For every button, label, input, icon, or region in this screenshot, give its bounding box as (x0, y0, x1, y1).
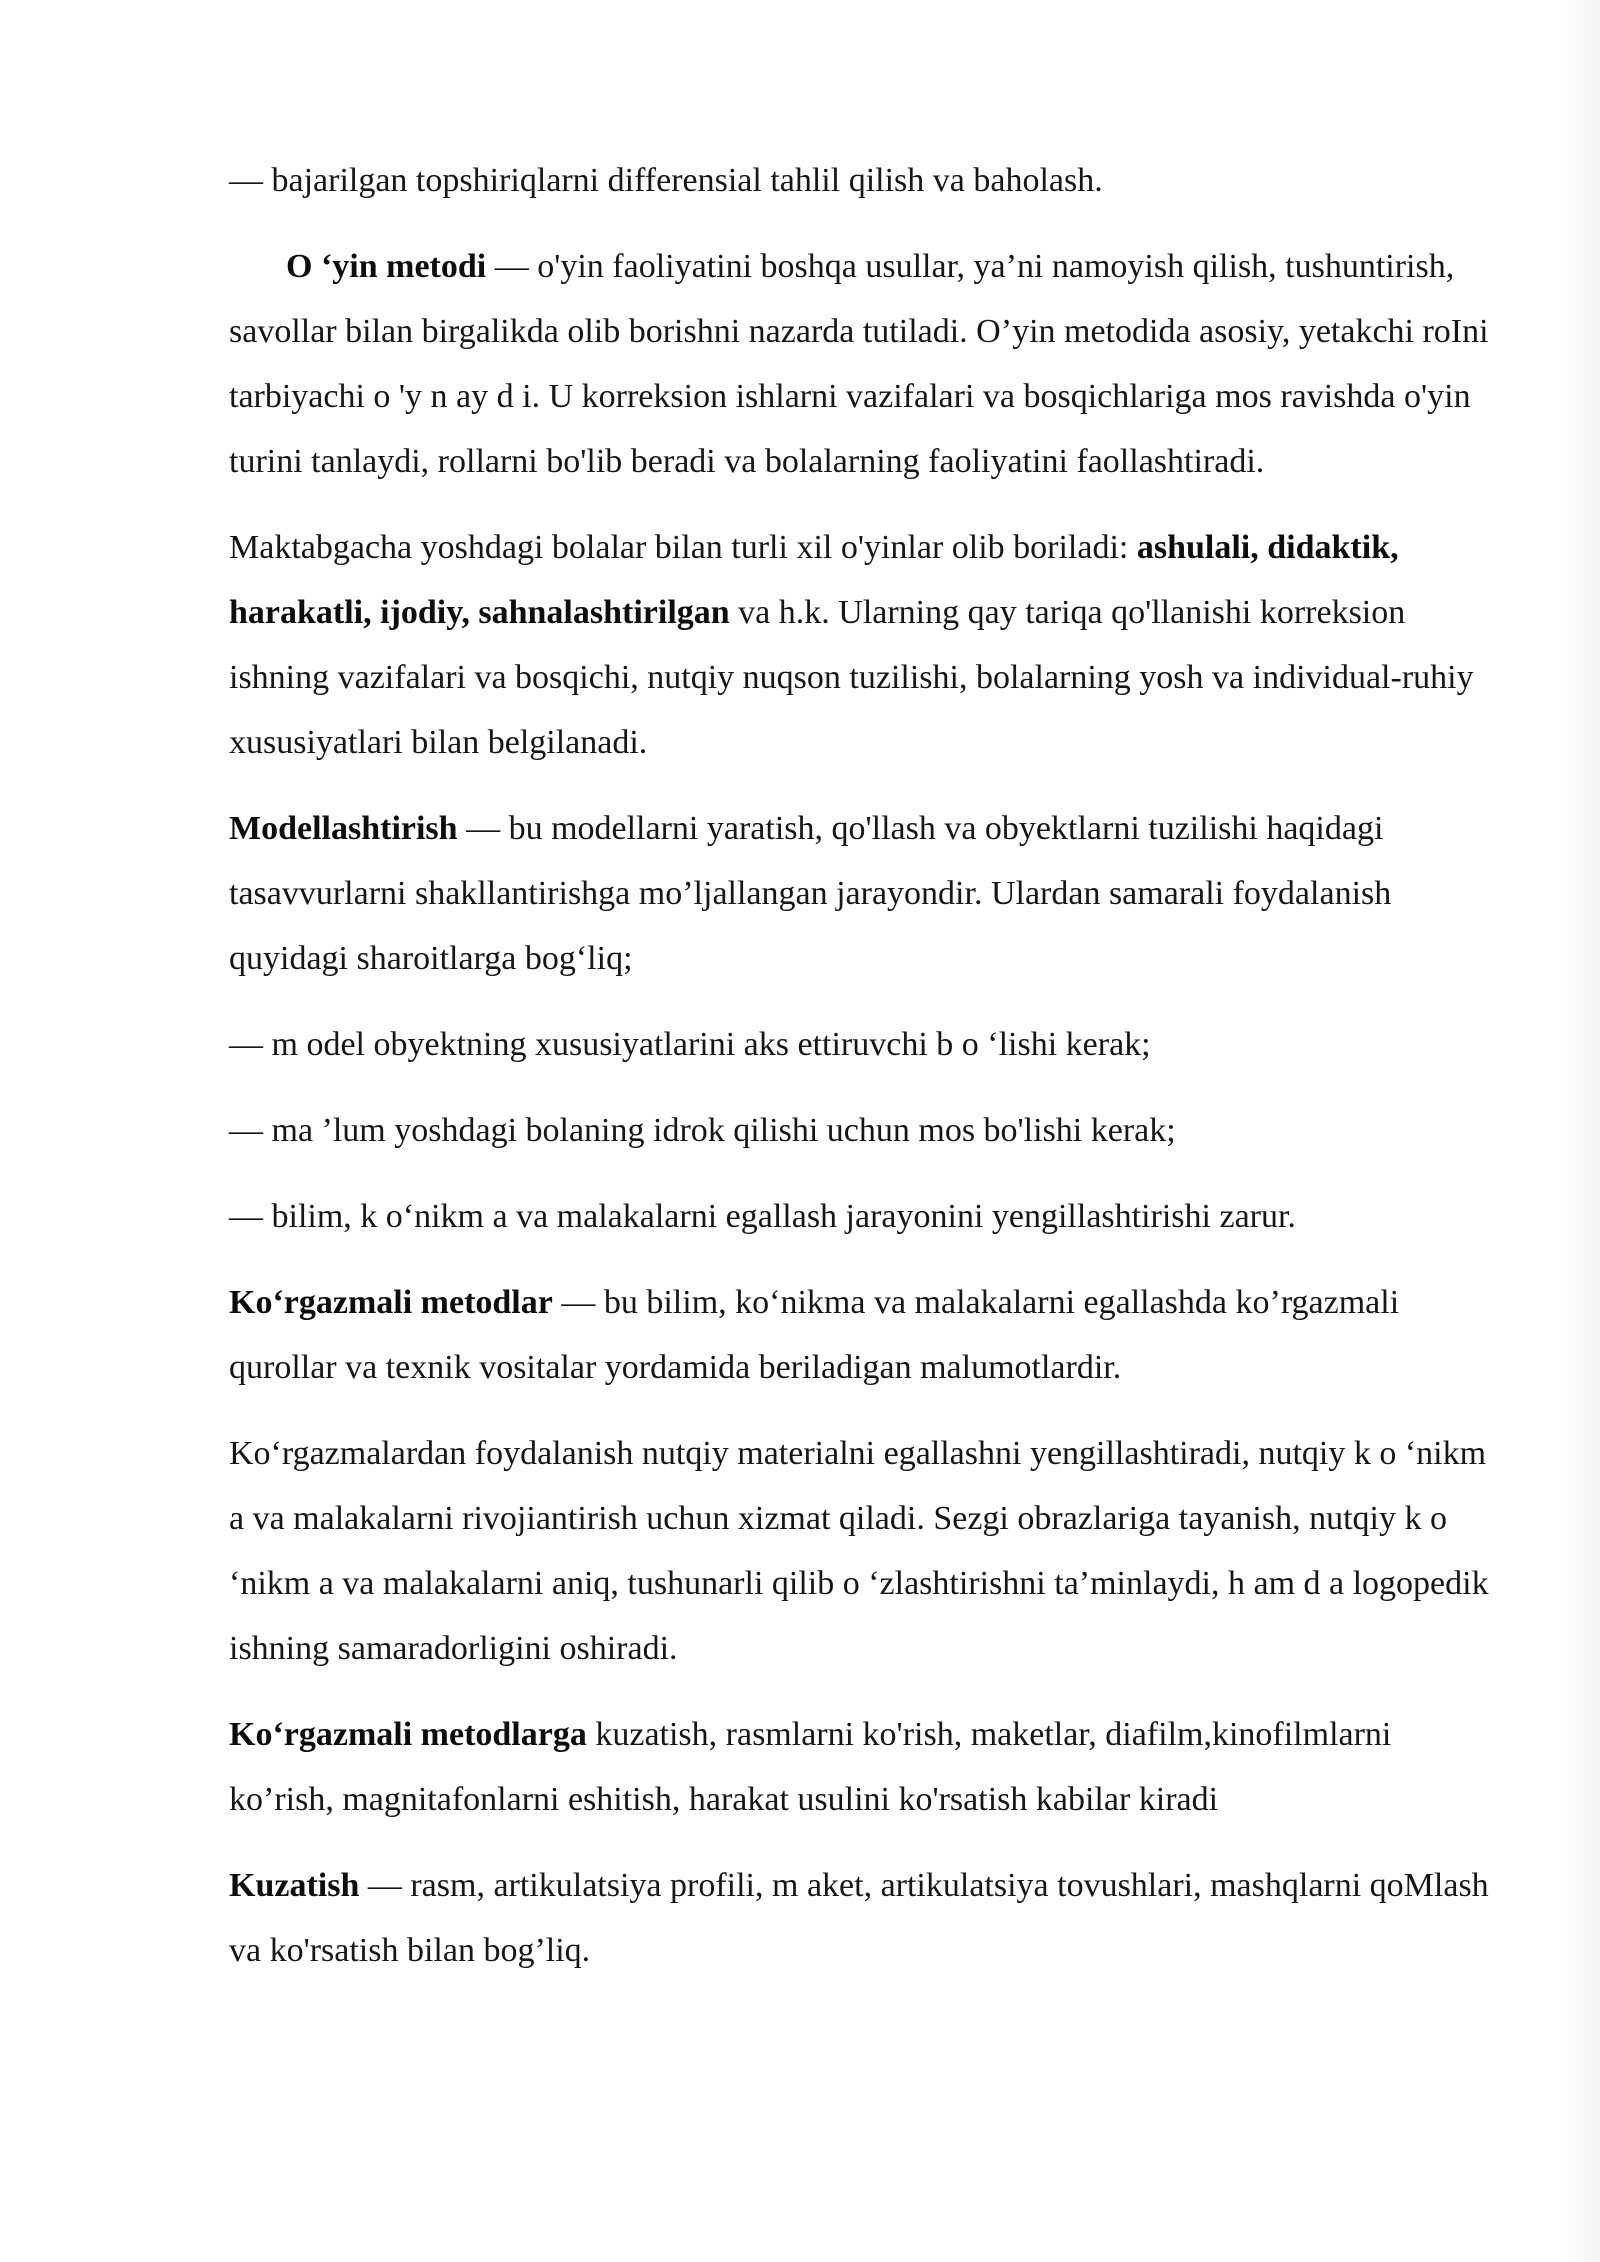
paragraph-observation (229, 1853, 1489, 1983)
term-game-method: O ‘yin metodi (286, 248, 487, 285)
list-item-age-appropriate (229, 1098, 1489, 1163)
paragraph-visual-methods (229, 1270, 1489, 1400)
document-body (229, 148, 1489, 2004)
paragraph-game-method (229, 234, 1489, 494)
paragraph-modelling (229, 796, 1489, 991)
paragraph-text: Ko‘rgazmalardan foydalanish nutqiy materialni egallashni yengillashtiradi, nutqiy k o ‘nikm a va malakalarni rivojiantirish uchun xizmat qiladi. Sezgi obrazlariga tayanish, nutqiy k o ‘nikm a va malakalarni aniq, tushunarli qilib o ‘zlashtirishni ta’minlaydi, h am d a logopedik ishning samaradorligini oshiradi. (229, 1435, 1489, 1667)
term-game-types: ashulali, didaktik, harakatli, ijodiy, sahnalashtirilgan (229, 529, 1399, 631)
list-item-model-properties (229, 1012, 1489, 1077)
paragraph-preschool-games (229, 515, 1489, 775)
paragraph-text: — bu modellarni yaratish, qo'llash va obyektlarni tuzilishi haqidagi tasavvurlarni shakllantirishga mo’ljallangan jarayondir. Ulardan samarali foydalanish quyidagi sharoitlarga bog‘liq; (229, 810, 1392, 977)
paragraph-text: — rasm, artikulatsiya profili, m aket, artikulatsiya tovushlari, mashqlarni qoMlash va ko'rsatish bilan bog’liq. (229, 1867, 1489, 1969)
term-modelling: Modellashtirish (229, 810, 458, 847)
term-visual-methods-list: Ko‘rgazmali metodlarga (229, 1716, 587, 1753)
paragraph-text: — bu bilim, ko‘nikma va malakalarni egallashda ko’rgazmali qurollar va texnik vositalar yordamida beriladigan malumotlardir. (229, 1284, 1400, 1386)
list-item-ease-learning (229, 1184, 1489, 1249)
term-observation: Kuzatish (229, 1867, 360, 1904)
list-item-text: — ma ’lum yoshdagi bolaning idrok qilishi uchun mos bo'lishi kerak; (229, 1112, 1176, 1149)
paragraph-visual-aids-use (229, 1421, 1489, 1681)
list-item-text: — m odel obyektning xususiyatlarini aks ettiruvchi b o ‘lishi kerak; (229, 1026, 1151, 1063)
term-visual-methods: Ko‘rgazmali metodlar (229, 1284, 553, 1321)
paragraph-text: — bajarilgan topshiriqlarni differensial tahlil qilish va baholash. (229, 162, 1103, 199)
paragraph-text: Maktabgacha yoshdagi bolalar bilan turli xil o'yinlar olib boriladi: (229, 529, 1137, 566)
paragraph-visual-methods-list (229, 1702, 1489, 1832)
paragraph-text: kuzatish, rasmlarni ko'rish, maketlar, diafilm,kinofilmlarni ko’rish, magnitafonlarni eshitish, harakat usulini ko'rsatish kabilar kiradi (229, 1716, 1392, 1818)
paragraph-text: — o'yin faoliyatini boshqa usullar, ya’ni namoyish qilish, tushuntirish, savollar bilan birgalikda olib borishni nazarda tutiladi. O’yin metodida asosiy, yetakchi roIni tarbiyachi o 'y n ay d i. U korreksion ishlarni vazifalari va bosqichlariga mos ravishda o'yin turini tanlaydi, rollarni bo'lib beradi va bolalarning faoliyatini faollashtiradi. (229, 248, 1489, 480)
paragraph-task-analysis (229, 148, 1489, 213)
list-item-text: — bilim, k o‘nikm a va malakalarni egallash jarayonini yengillashtirishi zarur. (229, 1198, 1296, 1235)
page-edge-shadow (1560, 0, 1600, 2262)
paragraph-text: va h.k. Ularning qay tariqa qo'llanishi korreksion ishning vazifalari va bosqichi, nutqiy nuqson tuzilishi, bolalarning yosh va individual-ruhiy xususiyatlari bilan belgilanadi. (229, 594, 1474, 761)
